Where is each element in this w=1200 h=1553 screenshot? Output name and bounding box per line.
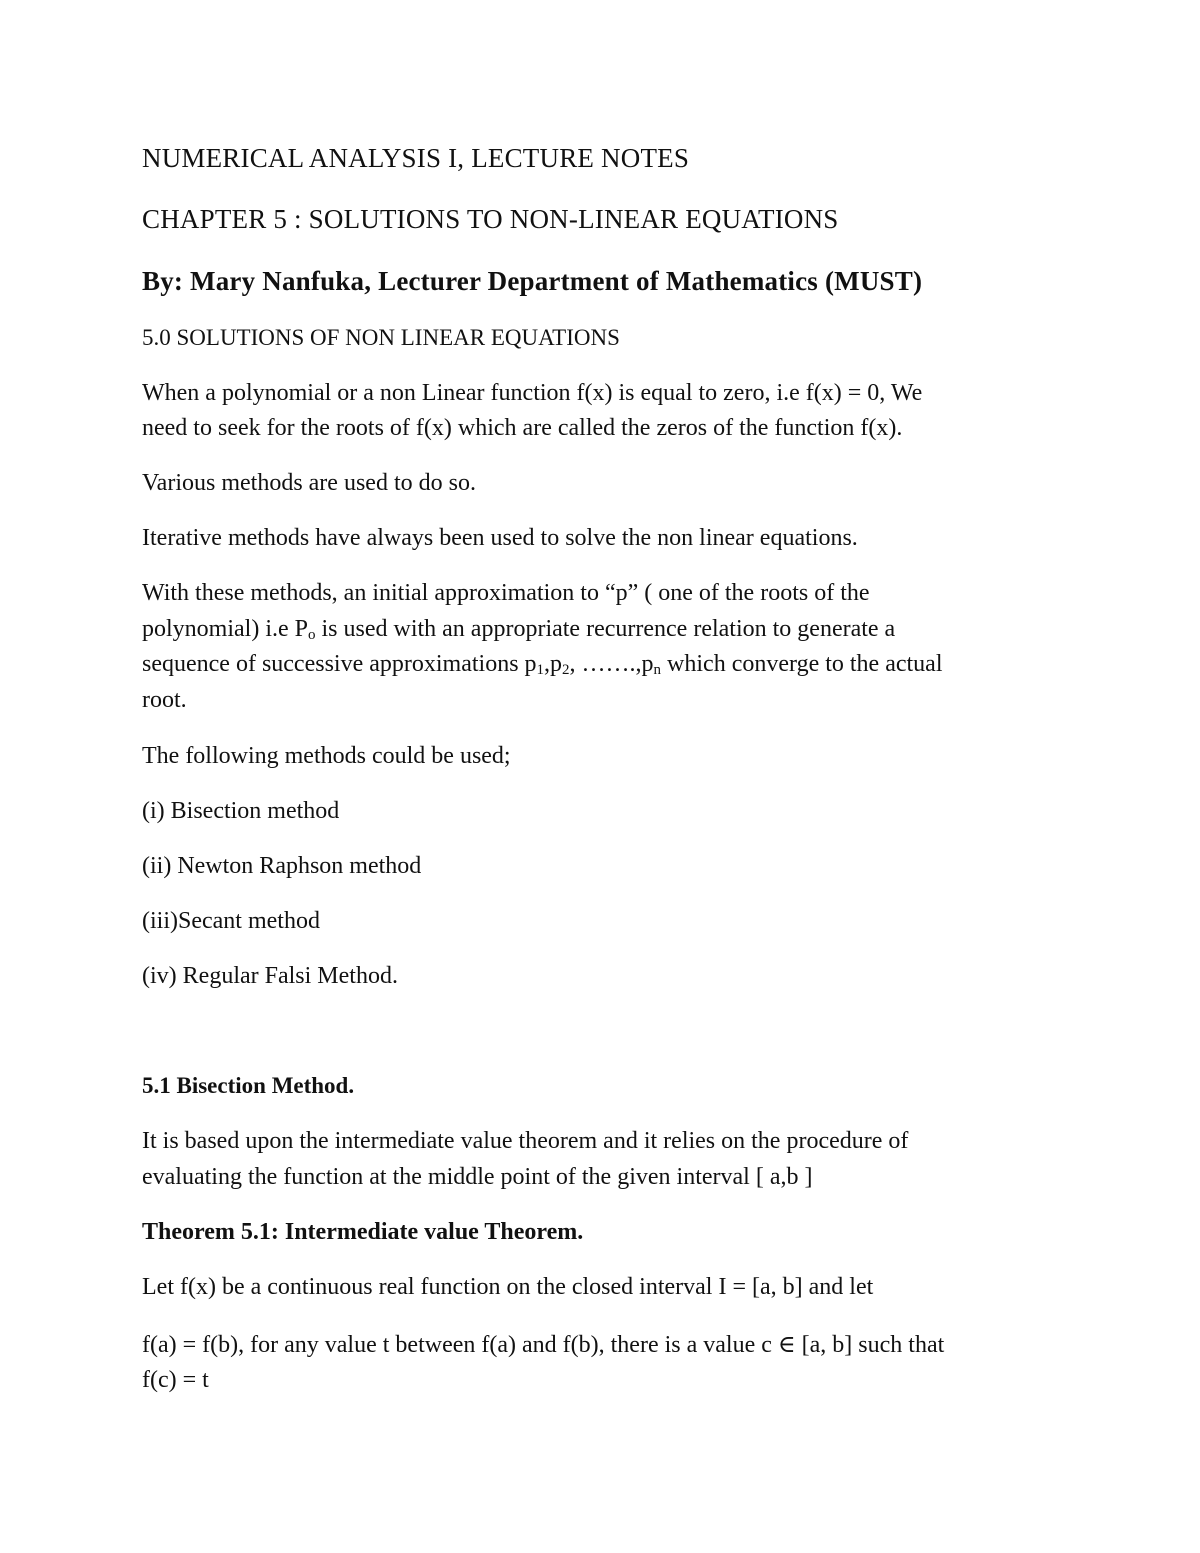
paragraph-line [142, 614, 895, 644]
subscript: o [307, 627, 316, 643]
subscript: 2 [562, 662, 570, 678]
methods-intro: The following methods could be used; [142, 743, 511, 769]
text-span: sequence of successive approximations p [142, 651, 537, 677]
section-5-0-heading: 5.0 SOLUTIONS OF NON LINEAR EQUATIONS [142, 325, 620, 350]
subscript: 1 [536, 662, 545, 678]
theorem-line: f(a) = f(b), for any value t between f(a) and f(b), there is a value c ∈ [a, b] such that [142, 1332, 945, 1358]
paragraph-line [142, 649, 943, 679]
method-item: (iii)Secant method [142, 908, 320, 934]
paragraph-line: When a polynomial or a non Linear function f(x) is equal to zero, i.e f(x) = 0, We [142, 380, 923, 406]
author-line: By: Mary Nanfuka, Lecturer Department of Mathematics (MUST) [142, 266, 923, 296]
paragraph-line: Various methods are used to do so. [142, 470, 476, 496]
text-span: , …….,p [569, 651, 654, 677]
method-item: (ii) Newton Raphson method [142, 853, 422, 879]
text-span: which converge to the actual [661, 651, 943, 677]
paragraph-line: It is based upon the intermediate value theorem and it relies on the procedure of [142, 1128, 909, 1154]
paragraph-line: evaluating the function at the middle point of the given interval [ a,b ] [142, 1164, 813, 1190]
paragraph-line: Iterative methods have always been used to solve the non linear equations. [142, 525, 858, 551]
subscript: n [653, 662, 662, 678]
method-item: (iv) Regular Falsi Method. [142, 963, 398, 989]
theorem-heading: Theorem 5.1: Intermediate value Theorem. [142, 1219, 584, 1245]
theorem-line: Let f(x) be a continuous real function on the closed interval I = [a, b] and let [142, 1274, 874, 1300]
theorem-line: f(c) = t [142, 1367, 209, 1393]
text-span: is used with an appropriate recurrence relation to generate a [315, 616, 896, 642]
method-item: (i) Bisection method [142, 798, 340, 824]
chapter-title: CHAPTER 5 : SOLUTIONS TO NON-LINEAR EQUATIONS [142, 204, 839, 234]
paragraph-line: root. [142, 687, 187, 713]
paragraph-line: With these methods, an initial approximation to “p” ( one of the roots of the [142, 580, 870, 606]
text-span: polynomial) i.e P [142, 616, 308, 642]
document-title: NUMERICAL ANALYSIS I, LECTURE NOTES [142, 143, 690, 173]
section-5-1-heading: 5.1 Bisection Method. [142, 1073, 355, 1098]
paragraph-line: need to seek for the roots of f(x) which are called the zeros of the function f(x). [142, 415, 903, 441]
text-span: ,p [544, 651, 563, 677]
